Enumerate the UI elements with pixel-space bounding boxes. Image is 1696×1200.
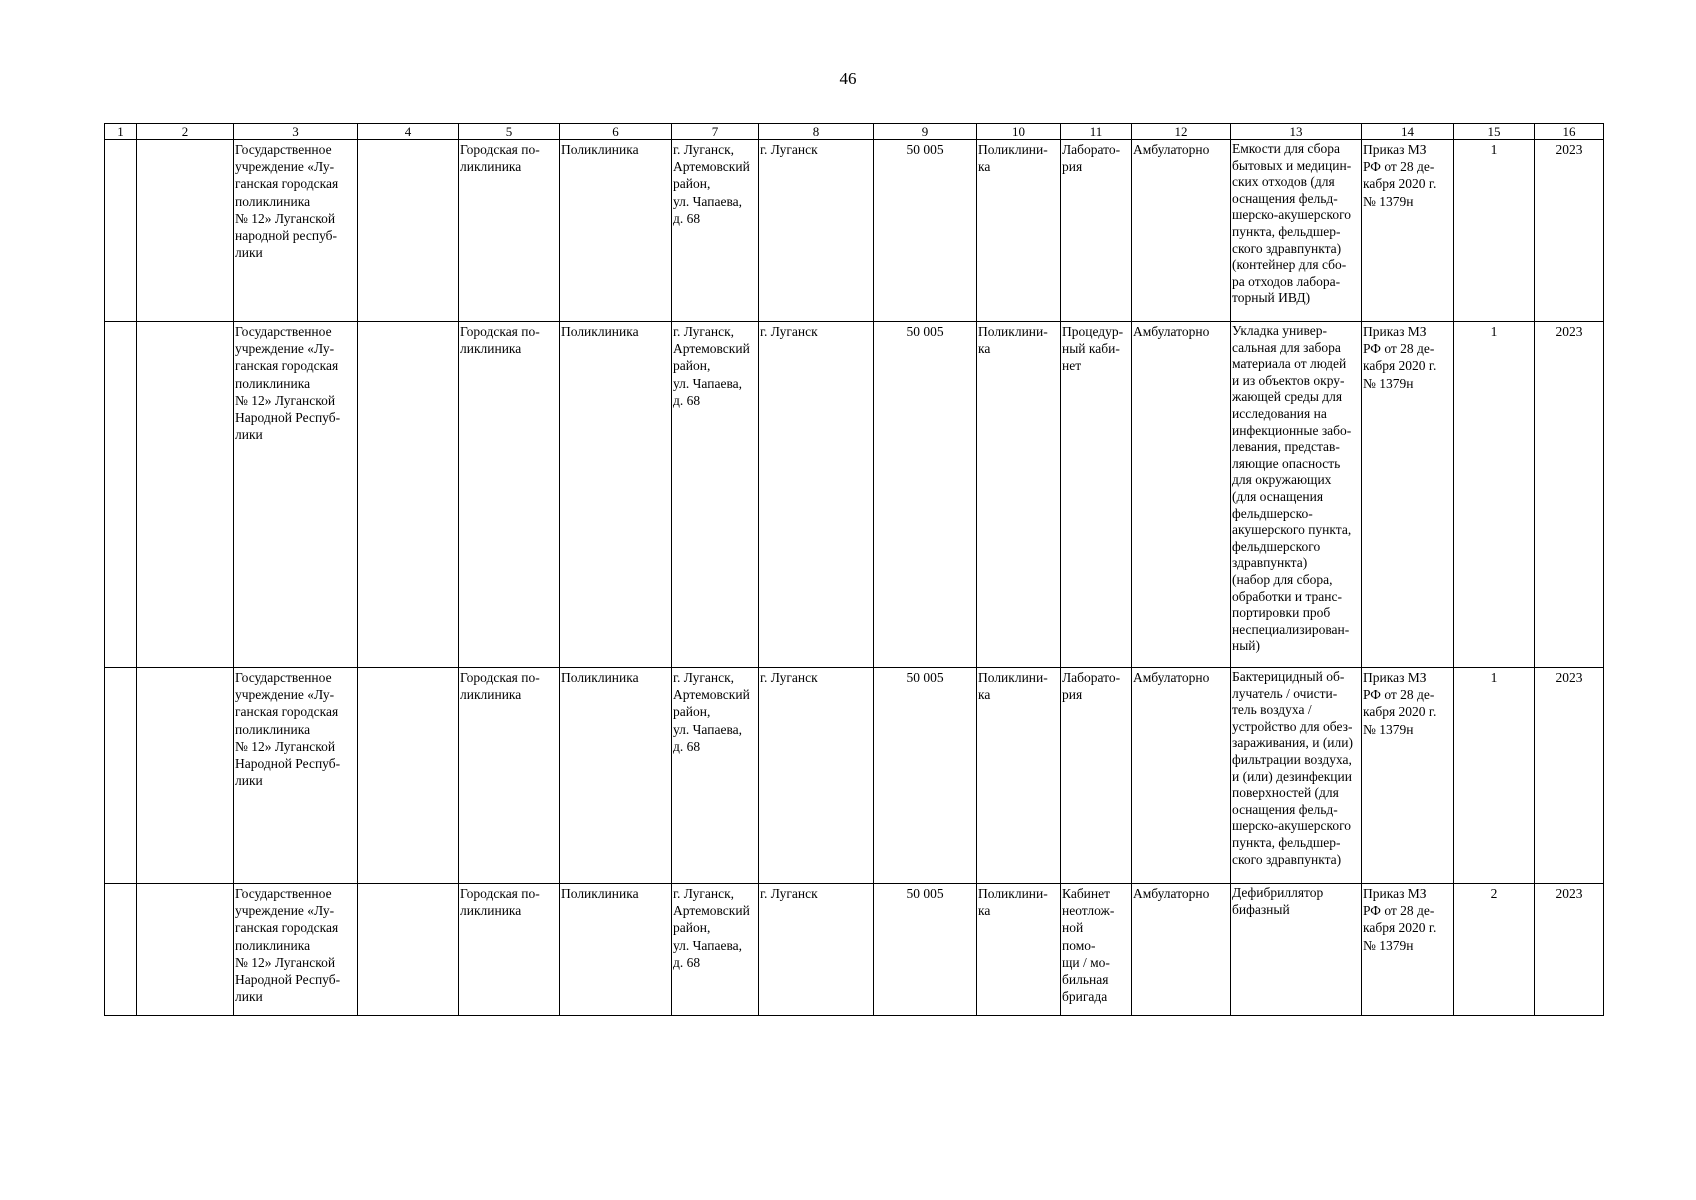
cell-care-mode: Амбулаторно — [1132, 322, 1231, 668]
table-row — [105, 668, 1604, 884]
column-header: 14 — [1362, 124, 1454, 140]
cell-row-number — [105, 884, 137, 1016]
cell-subdivision: Поликлиника — [560, 140, 672, 322]
cell-equipment: Дефибриллятор бифазный — [1231, 884, 1362, 1016]
cell-order: Приказ МЗ РФ от 28 де- кабря 2020 г. № 1379н — [1362, 668, 1454, 884]
cell-quantity: 1 — [1454, 668, 1535, 884]
column-header: 6 — [560, 124, 672, 140]
column-header: 10 — [977, 124, 1061, 140]
cell-city: г. Луганск — [759, 322, 874, 668]
cell-address: г. Луганск, Артемовский район, ул. Чапаева, д. 68 — [672, 668, 759, 884]
cell-room: Процедур- ный каби- нет — [1061, 322, 1132, 668]
cell-institution: Государственное учреждение «Лу- ганская городская поликлиника № 12» Луганской Народной Респуб- лики — [234, 884, 358, 1016]
column-header: 9 — [874, 124, 977, 140]
cell-institution: Государственное учреждение «Лу- ганская городская поликлиника № 12» Луганской народной респуб- лики — [234, 140, 358, 322]
cell-row-number — [105, 322, 137, 668]
cell-institution-type: Городская по- ликлиника — [459, 322, 560, 668]
page-number: 46 — [839, 69, 857, 88]
cell-unit: Поликлини- ка — [977, 884, 1061, 1016]
column-header: 16 — [1535, 124, 1604, 140]
column-header: 15 — [1454, 124, 1535, 140]
cell-city: г. Луганск — [759, 140, 874, 322]
cell-subdivision: Поликлиника — [560, 322, 672, 668]
cell-code: 50 005 — [874, 140, 977, 322]
cell-equipment: Емкости для сбора бытовых и медицин- ских отходов (для оснащения фельд- шерско-акушерского пункта, фельдшер- ского здравпункта) (контейнер для сбо- ра отходов лабора- торный ИВД) — [1231, 140, 1362, 322]
cell-institution-type: Городская по- ликлиника — [459, 668, 560, 884]
cell-address: г. Луганск, Артемовский район, ул. Чапаева, д. 68 — [672, 884, 759, 1016]
column-header: 8 — [759, 124, 874, 140]
cell-order: Приказ МЗ РФ от 28 де- кабря 2020 г. № 1379н — [1362, 322, 1454, 668]
cell-institution: Государственное учреждение «Лу- ганская городская поликлиника № 12» Луганской Народной Респуб- лики — [234, 668, 358, 884]
cell-col-4 — [358, 322, 459, 668]
column-header: 4 — [358, 124, 459, 140]
column-header: 11 — [1061, 124, 1132, 140]
cell-care-mode: Амбулаторно — [1132, 884, 1231, 1016]
column-header: 12 — [1132, 124, 1231, 140]
cell-equipment: Укладка универ- сальная для забора материала от людей и из объектов окру- жающей среды для исследования на инфекционные забо- левания, представ- ляющие опасность для окружающих (для оснащения фельдшерско- акушерского пункта, фельдшерского здравпункта) (набор для сбора, обработки и транс- портировки проб неспециализирован- ный) — [1231, 322, 1362, 668]
cell-city: г. Луганск — [759, 668, 874, 884]
column-header: 7 — [672, 124, 759, 140]
cell-order: Приказ МЗ РФ от 28 де- кабря 2020 г. № 1379н — [1362, 140, 1454, 322]
cell-quantity: 1 — [1454, 140, 1535, 322]
cell-col-2 — [137, 322, 234, 668]
cell-year: 2023 — [1535, 668, 1604, 884]
cell-col-2 — [137, 884, 234, 1016]
equipment-table — [104, 123, 1604, 1016]
cell-address: г. Луганск, Артемовский район, ул. Чапаева, д. 68 — [672, 322, 759, 668]
column-header: 1 — [105, 124, 137, 140]
cell-subdivision: Поликлиника — [560, 884, 672, 1016]
table-row — [105, 140, 1604, 322]
cell-institution-type: Городская по- ликлиника — [459, 140, 560, 322]
cell-col-2 — [137, 140, 234, 322]
column-header: 13 — [1231, 124, 1362, 140]
cell-care-mode: Амбулаторно — [1132, 668, 1231, 884]
column-header: 2 — [137, 124, 234, 140]
cell-institution: Государственное учреждение «Лу- ганская городская поликлиника № 12» Луганской Народной Респуб- лики — [234, 322, 358, 668]
column-number-row — [105, 124, 1604, 140]
cell-code: 50 005 — [874, 668, 977, 884]
cell-unit: Поликлини- ка — [977, 322, 1061, 668]
cell-institution-type: Городская по- ликлиника — [459, 884, 560, 1016]
cell-unit: Поликлини- ка — [977, 140, 1061, 322]
cell-row-number — [105, 140, 137, 322]
cell-unit: Поликлини- ка — [977, 668, 1061, 884]
cell-subdivision: Поликлиника — [560, 668, 672, 884]
cell-col-2 — [137, 668, 234, 884]
cell-code: 50 005 — [874, 884, 977, 1016]
cell-room: Кабинет неотлож- ной помо- щи / мо- бильная бригада — [1061, 884, 1132, 1016]
cell-code: 50 005 — [874, 322, 977, 668]
cell-quantity: 1 — [1454, 322, 1535, 668]
table-row — [105, 322, 1604, 668]
cell-equipment: Бактерицидный об- лучатель / очисти- тель воздуха / устройство для обез- зараживания, и (или) фильтрации воздуха, и (или) дезинфекции поверхностей (для оснащения фельд- шерско-акушерского пункта, фельдшер- ского здравпункта) — [1231, 668, 1362, 884]
cell-address: г. Луганск, Артемовский район, ул. Чапаева, д. 68 — [672, 140, 759, 322]
column-header: 3 — [234, 124, 358, 140]
cell-room: Лаборато- рия — [1061, 140, 1132, 322]
column-header: 5 — [459, 124, 560, 140]
cell-quantity: 2 — [1454, 884, 1535, 1016]
cell-row-number — [105, 668, 137, 884]
cell-col-4 — [358, 668, 459, 884]
table-row — [105, 884, 1604, 1016]
cell-col-4 — [358, 140, 459, 322]
cell-year: 2023 — [1535, 140, 1604, 322]
cell-year: 2023 — [1535, 884, 1604, 1016]
cell-city: г. Луганск — [759, 884, 874, 1016]
cell-order: Приказ МЗ РФ от 28 де- кабря 2020 г. № 1379н — [1362, 884, 1454, 1016]
cell-col-4 — [358, 884, 459, 1016]
cell-year: 2023 — [1535, 322, 1604, 668]
cell-room: Лаборато- рия — [1061, 668, 1132, 884]
cell-care-mode: Амбулаторно — [1132, 140, 1231, 322]
